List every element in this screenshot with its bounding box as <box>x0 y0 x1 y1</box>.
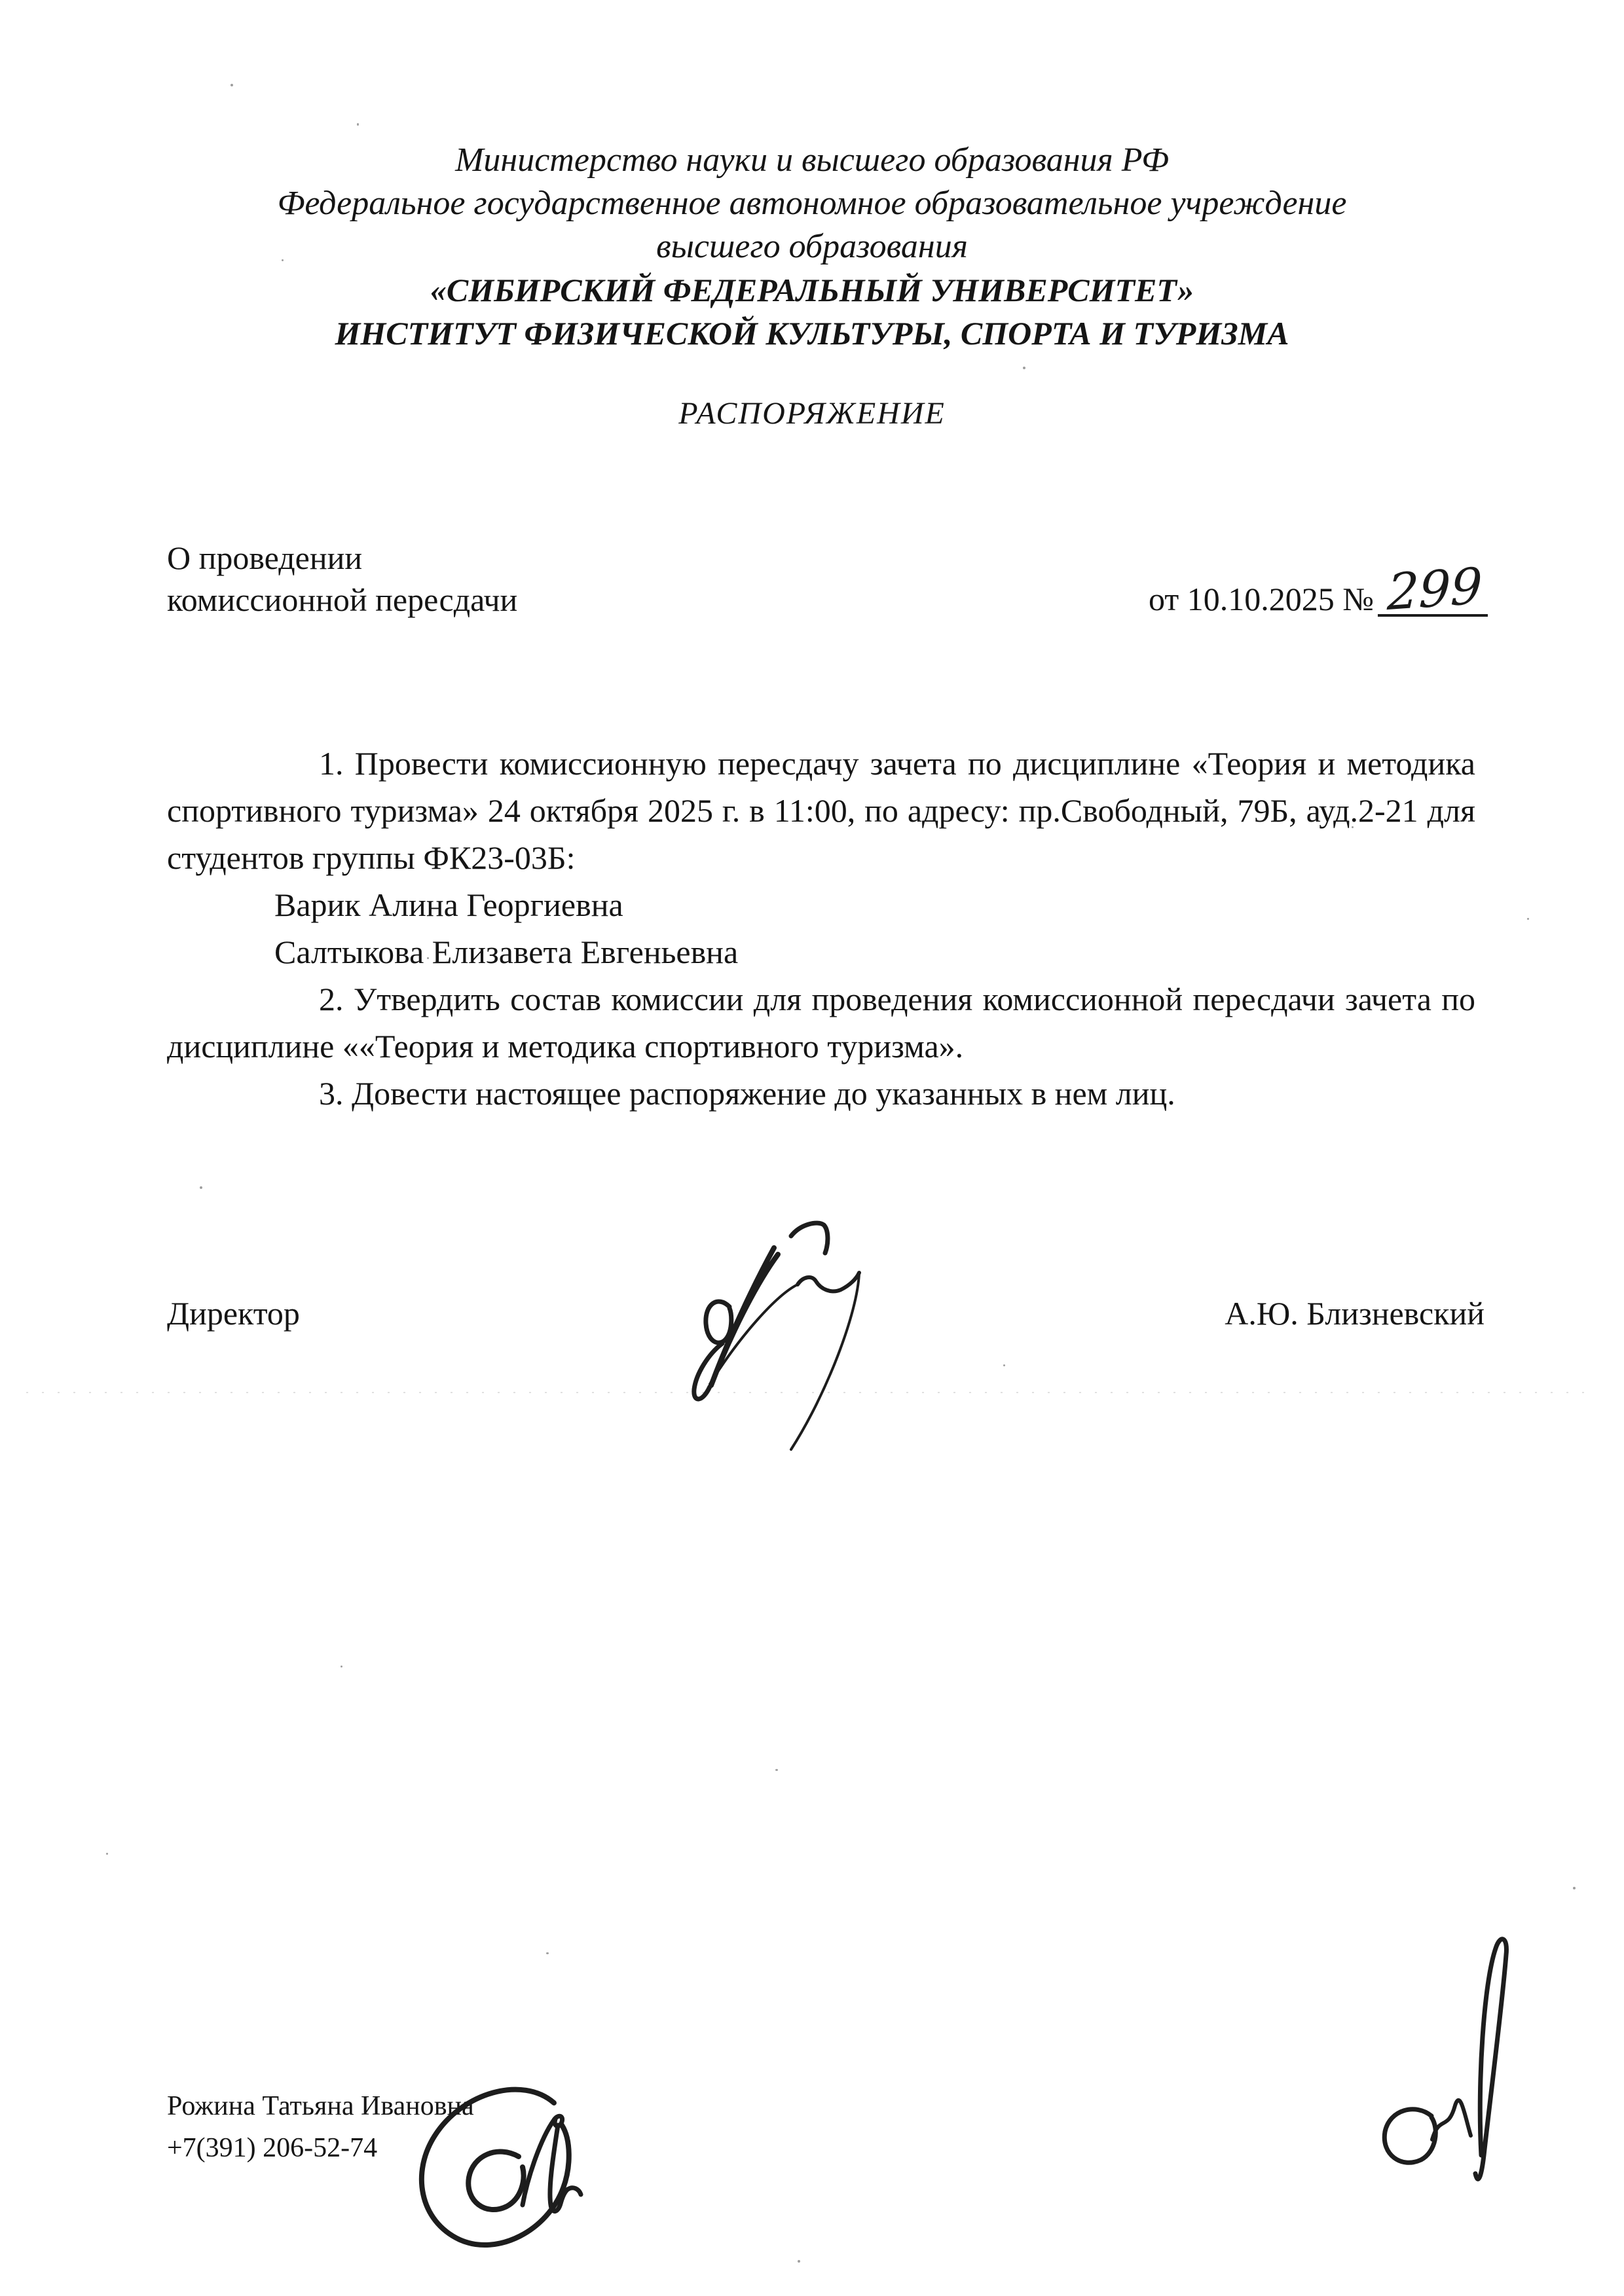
document-body <box>167 740 1475 1117</box>
document-number-underline <box>1378 614 1488 617</box>
executor-name: Рожина Татьяна Ивановна <box>167 2091 474 2121</box>
order-item-3: 3. Довести настоящее распоряжение до указанных в нем лиц. <box>319 1075 1175 1112</box>
university-name-line: «СИБИРСКИЙ ФЕДЕРАЛЬНЫЙ УНИВЕРСИТЕТ» <box>430 272 1194 308</box>
scan-speck <box>798 2260 800 2263</box>
handwritten-document-number: 299 <box>1386 556 1483 622</box>
scan-speck <box>200 1186 202 1189</box>
subject-line-1: О проведении <box>167 539 363 576</box>
order-item-1: 1. Провести комиссионную пересдачу зачета по дисциплине «Теория и методика спортивного туризма» 24 октября 2025 г. в 11:00, по адресу: пр.Свободный, 79Б, ауд.2-21 для студентов группы ФК23-03Б: <box>167 745 1475 876</box>
scan-speck <box>775 1769 778 1771</box>
executor-phone: +7(391) 206-52-74 <box>167 2133 378 2163</box>
scan-speck <box>282 259 284 261</box>
bottom-right-signature-scribble <box>1384 1939 1506 2179</box>
scan-artifact-dotted-line <box>26 1392 1598 1393</box>
scan-speck <box>357 123 359 126</box>
student-name: Салтыкова Елизавета Евгеньевна <box>274 934 739 970</box>
scan-speck <box>1003 1364 1005 1366</box>
director-signature-scribble <box>694 1223 859 1449</box>
scan-speck <box>341 1666 342 1667</box>
scan-speck <box>427 957 429 959</box>
scan-speck <box>1023 367 1025 369</box>
signoff-row <box>167 1293 1485 1334</box>
signer-name: А.Ю. Близневский <box>1225 1295 1485 1332</box>
scan-speck <box>231 84 233 86</box>
subject-line-2: комиссионной пересдачи <box>167 581 518 618</box>
scan-speck <box>1527 918 1529 920</box>
signer-position: Директор <box>167 1295 300 1332</box>
scan-speck <box>546 1952 549 1954</box>
date-number-label: от 10.10.2025 № <box>1149 581 1374 617</box>
executor-contact-block <box>167 2085 474 2169</box>
scan-speck <box>106 1853 108 1855</box>
scan-speck <box>1352 826 1354 828</box>
order-item-2: 2. Утвердить состав комиссии для проведения комиссионной пересдачи зачета по дисциплине ««Теория и методика спортивного туризма». <box>167 981 1475 1065</box>
institution-line: Федеральное государственное автономное образовательное учреждение <box>277 185 1347 222</box>
institute-name-line: ИНСТИТУТ ФИЗИЧЕСКОЙ КУЛЬТУРЫ, СПОРТА И ТУРИЗМА <box>335 315 1289 352</box>
document-subject <box>167 537 517 621</box>
document-type-title: РАСПОРЯЖЕНИЕ <box>678 396 946 431</box>
education-level-line: высшего образования <box>656 228 968 265</box>
scan-speck <box>1573 1887 1576 1889</box>
ministry-line: Министерство науки и высшего образования РФ <box>455 141 1169 179</box>
letterhead <box>0 139 1624 355</box>
student-name: Варик Алина Георгиевна <box>274 886 623 923</box>
